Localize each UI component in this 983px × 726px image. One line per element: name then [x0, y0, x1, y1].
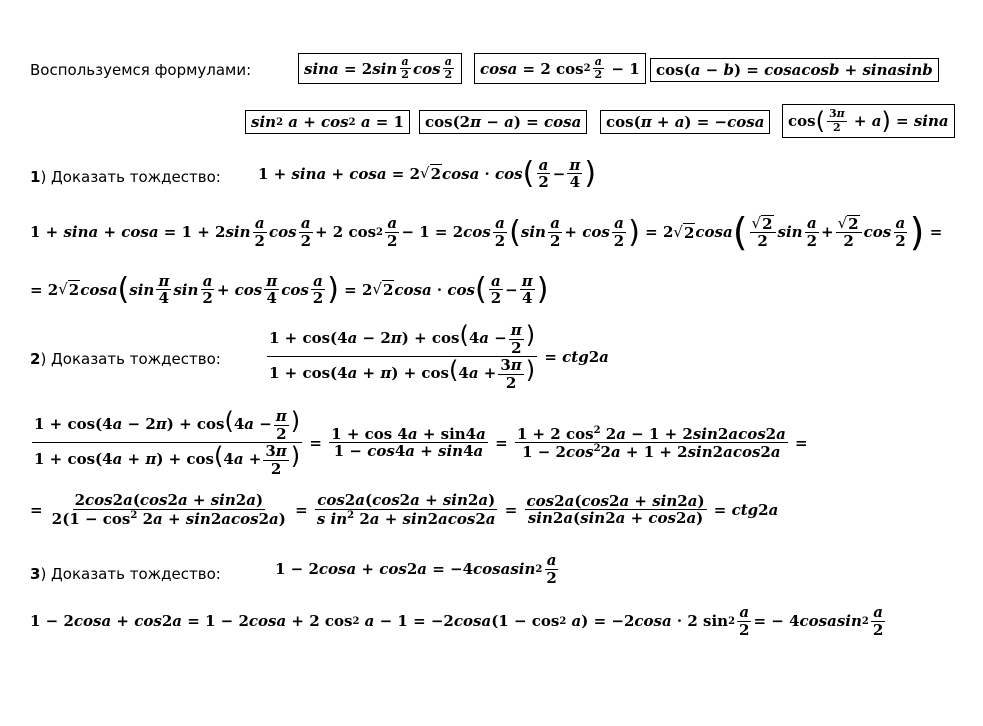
- formula-box-cos-2pi: cos(2 π − a ) = cosa: [419, 110, 587, 134]
- formula-box-cos-pi: cos( π + a ) = − cosa: [600, 110, 770, 134]
- task-1-heading: [30, 160, 221, 194]
- formula-box-cosa: cosa = 2 cos 2 $\frac{a}{2}$ − 1: [474, 53, 646, 84]
- formula-box-identity: sin 2 a + cos 2 a = 1: [245, 110, 410, 134]
- task-3-proof-line-1: 1 − 2 cosa + cos 2 a = 1 − 2 cosa + 2 cos 2 a − 1 = −2 cosa (1 − cos 2 a ) = −2 cosa · 2 sin 2 $\frac{a}{2}$ = − 4 cosasin 2 $\frac{a}{2}$: [30, 603, 884, 639]
- task-3-heading: [30, 562, 221, 586]
- intro-label: Воспользуемся формулами:: [30, 61, 252, 79]
- task-2-statement: 1 + cos(4a − 2π) + cos(4a − $\frac{\pi}{2}$ ) 1 + cos(4a + π) + cos(4a + $\frac{3\pi}{2}$ ) = ctg 2 a: [269, 321, 609, 392]
- task-3-label: ) Доказать тождество:: [40, 565, 221, 583]
- task-2-label: ) Доказать тождество:: [40, 350, 221, 368]
- formula-box-cos-3pi2: cos ( $\frac{3\pi}{2}$ + a ) = sina: [782, 104, 955, 138]
- task-1-statement: 1 + sina + cosa = 2 √ 2 cosa · cos ( $\frac{a}{2}$ − $\frac{\pi}{4}$ ): [258, 155, 597, 191]
- task-2-proof-line-2: = $\frac{2\cos 2a(\cos 2a + \sin 2a)}{2(1 - \cos^2 2a + \sin 2acos2a)}$ = $\frac{\cos 2a(\cos 2a + \sin 2a)}{s in^2 2a + \sin 2acos2a}$ = $\frac{\cos 2a(\cos 2a + \sin 2a)}{\sin 2a(\sin 2a + \cos 2a)}$ = ctg 2 a: [30, 491, 779, 528]
- task-1-proof-line-1: 1 + sina + cosa = 1 + 2 sin $\frac{a}{2}$ cos $\frac{a}{2}$ + 2 cos 2 $\frac{a}{2}$ − 1 = 2 cos $\frac{a}{2}$ ( sin $\frac{a}{2}$ + cos $\frac{a}{2}$ ) = 2 √ 2 cosa ( √ 2 2 sin $\frac{a}{2}$ + √ 2 2 cos $\frac{a}{2}$ ) =: [30, 210, 943, 254]
- formula-box-cos-diff: cos( a − b ) = cosacosb + sinasinb: [650, 58, 939, 82]
- task-1-label: ) Доказать тождество:: [40, 168, 221, 186]
- task-1-proof-line-2: = 2 √ 2 cosa ( sin $\frac{\pi}{4}$ sin $\frac{a}{2}$ + cos $\frac{\pi}{4}$ cos $\frac{a}{2}$ ) = 2 √ 2 cosa · cos ( $\frac{a}{2}$ − $\frac{\pi}{4}$ ): [30, 271, 549, 307]
- task-1-number: 1: [30, 168, 41, 186]
- formulas-row-1: [30, 56, 251, 84]
- task-3-statement: 1 − 2 cosa + cos 2 a = −4 cosasin 2 $\frac{a}{2}$: [275, 551, 557, 587]
- task-2-proof-line-1: 1 + cos(4a − 2π) + cos(4a − $\frac{\pi}{2}$ ) 1 + cos(4a + π) + cos(4a + $\frac{3\pi}{2}$ ) = $\frac{1 + \cos 4a + \sin 4a}{1 - \cos 4a + \sin 4a}$ = $\frac{1 + 2 \cos^2 2a - 1 + 2\sin 2acos2a}{1 - 2\cos^22a + 1 + 2\sin 2acos2a}$ =: [34, 407, 808, 478]
- task-2-heading: [30, 346, 221, 372]
- formula-box-sina: sina = 2 sin $\frac{a}{2}$ cos $\frac{a}{2}$: [298, 53, 462, 84]
- task-2-number: 2: [30, 350, 41, 368]
- task-3-number: 3: [30, 565, 41, 583]
